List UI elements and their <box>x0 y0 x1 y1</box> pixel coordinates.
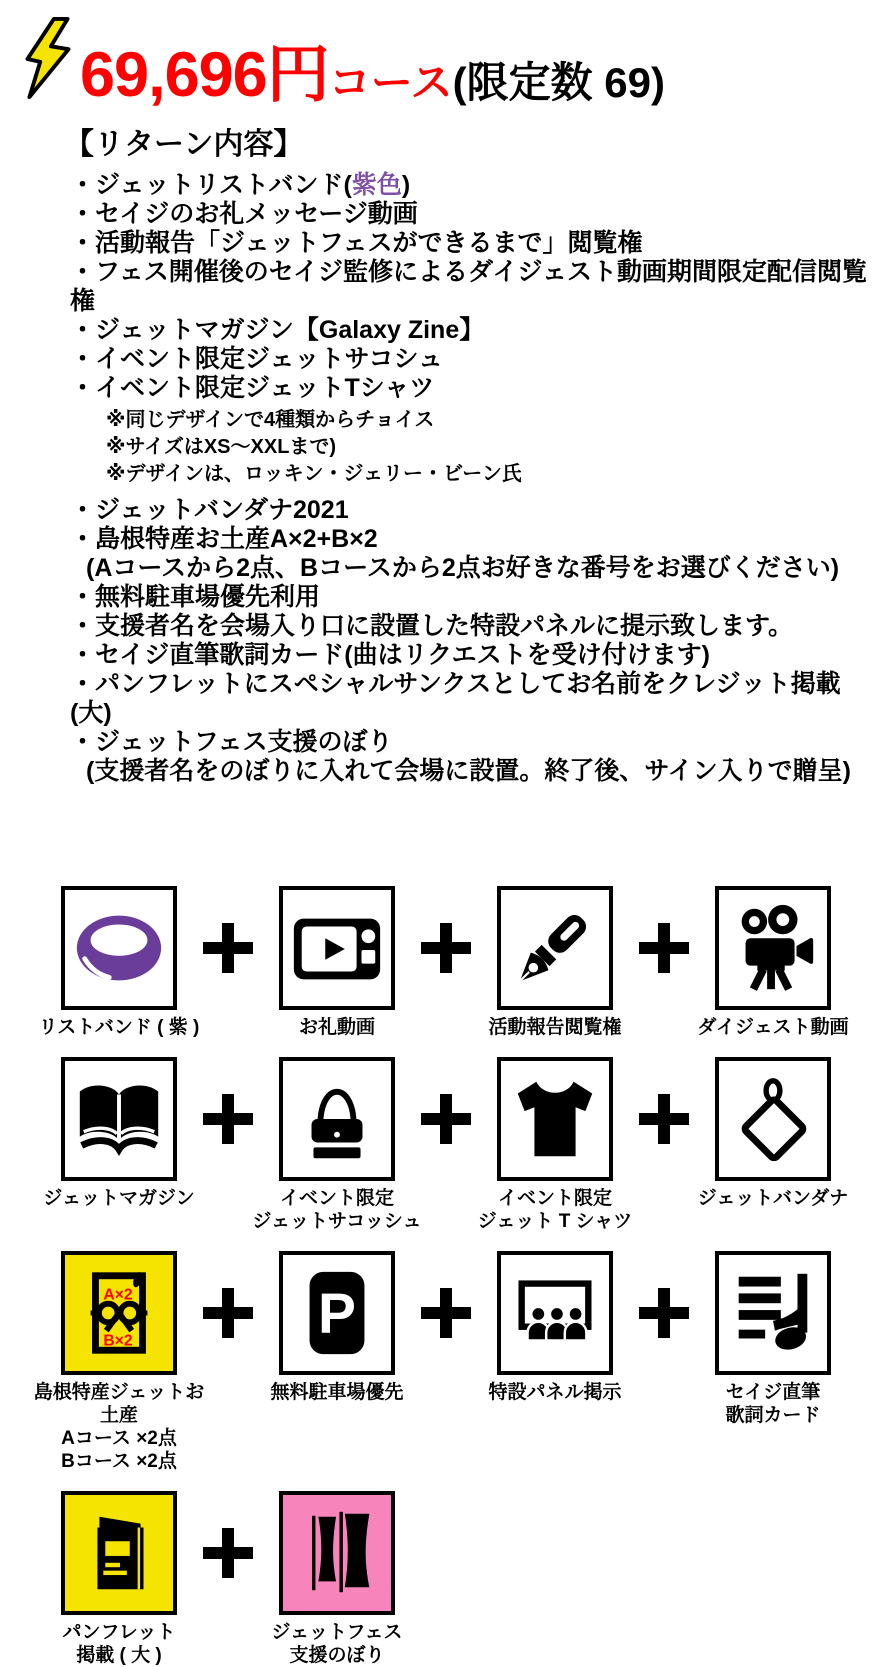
movie-camera-icon <box>715 886 831 1010</box>
grid-cell-sacoche <box>248 1057 426 1233</box>
grid-cell-panel <box>466 1251 644 1404</box>
icon-label: 特設パネル掲示 <box>488 1382 622 1403</box>
grid-cell-activity-report <box>466 886 644 1039</box>
return-item: ・パンフレットにスペシャルサンクスとしてお名前をクレジット掲載(大) <box>70 670 841 727</box>
icon-label: 歌詞カード <box>725 1405 821 1426</box>
limit-text: (限定数 69) <box>452 58 665 106</box>
grid-cell-parking <box>248 1251 426 1404</box>
reward-icon-grid <box>30 886 874 1667</box>
return-item-note: (Aコースから2点、Bコースから2点お好きな番号をお選びください) <box>86 554 840 582</box>
course-text: コース <box>328 58 453 106</box>
return-item: ・ジェットリストバンド(紫色) <box>70 171 411 199</box>
parking-icon <box>279 1251 395 1375</box>
grid-cell-pamphlet <box>30 1491 208 1667</box>
icon-label: 活動報告閲覧権 <box>488 1017 622 1038</box>
icon-label: パンフレット <box>62 1622 176 1643</box>
icon-label: ジェットサコッシュ <box>252 1211 422 1232</box>
grid-cell-digest-video <box>684 886 862 1039</box>
return-item: ・活動報告「ジェットフェスができるまで」閲覧権 <box>70 229 643 257</box>
icon-label: イベント限定 <box>279 1188 394 1209</box>
tshirt-icon <box>497 1057 613 1181</box>
icon-label: イベント限定 <box>497 1188 612 1209</box>
icon-label: ジェット T シャツ <box>477 1211 633 1232</box>
souvenir-gift-icon <box>61 1251 177 1375</box>
grid-cell-wristband <box>30 886 208 1039</box>
wristband-icon <box>61 886 177 1010</box>
icon-label: 島根特産ジェットお土産 <box>33 1382 205 1426</box>
return-note: ※デザインは、ロッキン・ジェリー・ビーン氏 <box>106 463 522 485</box>
plus-icon <box>426 1251 466 1375</box>
plus-icon <box>426 1057 466 1181</box>
icon-row-1 <box>30 886 874 1039</box>
grid-cell-souvenir <box>30 1251 208 1473</box>
grid-cell-nobori <box>248 1491 426 1667</box>
pen-icon <box>497 886 613 1010</box>
plus-icon <box>644 1251 684 1375</box>
lyrics-card-icon <box>715 1251 831 1375</box>
icon-row-3 <box>30 1251 874 1473</box>
icon-label: リストバンド ( 紫 ) <box>38 1017 200 1038</box>
tshirt-notes <box>106 407 874 488</box>
return-note: ※サイズはXS〜XXLまで) <box>106 436 337 458</box>
icon-row-2 <box>30 1057 874 1233</box>
icon-label: ジェットフェス <box>271 1622 403 1643</box>
plus-icon <box>208 1251 248 1375</box>
magazine-book-icon <box>61 1057 177 1181</box>
grid-cell-tshirt <box>466 1057 644 1233</box>
plus-icon <box>208 886 248 1010</box>
plus-icon <box>208 1491 248 1615</box>
lightning-bolt-icon <box>20 16 76 105</box>
gift-b-label: B×2 <box>103 1332 133 1350</box>
return-note: ※同じデザインで4種類からチョイス <box>106 409 435 431</box>
nobori-banner-icon <box>279 1491 395 1615</box>
return-item: ・ジェットマガジン【Galaxy Zine】 <box>70 316 485 344</box>
return-item: ・ジェットバンダナ2021 <box>70 496 349 524</box>
icon-label: セイジ直筆 <box>725 1382 821 1403</box>
return-item: ・ジェットフェス支援のぼり <box>70 728 393 756</box>
plus-icon <box>208 1057 248 1181</box>
return-item: ・イベント限定ジェットサコシュ <box>70 345 444 373</box>
icon-row-4 <box>30 1491 874 1667</box>
icon-label: 支援のぼり <box>289 1645 385 1666</box>
sacoche-bag-icon <box>279 1057 395 1181</box>
icon-label: ジェットマガジン <box>43 1188 195 1209</box>
grid-cell-bandana <box>684 1057 862 1210</box>
icon-label: 掲載 ( 大 ) <box>76 1645 162 1666</box>
return-item: ・フェス開催後のセイジ監修によるダイジェスト動画期間限定配信閲覧権 <box>70 258 868 315</box>
grid-cell-lyrics <box>684 1251 862 1427</box>
icon-label: Aコース ×2点 <box>61 1428 177 1449</box>
plus-icon <box>426 886 466 1010</box>
parking-letter: P <box>318 1282 356 1346</box>
purple-color-text: 紫色 <box>351 171 402 199</box>
icon-label: ダイジェスト動画 <box>697 1017 849 1038</box>
bandana-icon <box>715 1057 831 1181</box>
icon-label: 無料駐車場優先 <box>270 1382 404 1403</box>
course-header <box>20 16 874 110</box>
return-item: ・イベント限定ジェットTシャツ <box>70 374 435 402</box>
return-item: ・支援者名を会場入り口に設置した特設パネルに提示致します。 <box>70 612 794 640</box>
icon-label: お礼動画 <box>298 1017 375 1038</box>
price-text: 69,696円 <box>80 40 329 110</box>
pamphlet-icon <box>61 1491 177 1615</box>
return-item: ・無料駐車場優先利用 <box>70 583 321 611</box>
grid-cell-magazine <box>30 1057 208 1210</box>
icon-label: ジェットバンダナ <box>697 1188 849 1209</box>
gift-a-label: A×2 <box>103 1286 133 1304</box>
return-item: ・セイジのお礼メッセージ動画 <box>70 200 418 228</box>
grid-cell-thanks-video <box>248 886 426 1039</box>
returns-section-title: 【リターン内容】 <box>64 128 304 161</box>
plus-icon <box>644 886 684 1010</box>
plus-icon <box>644 1057 684 1181</box>
panel-audience-icon <box>497 1251 613 1375</box>
return-item: ・島根特産お土産A×2+B×2 <box>70 525 378 553</box>
return-item-note: (支援者名をのぼりに入れて会場に設置。終了後、サイン入りで贈呈) <box>86 757 851 785</box>
return-item: ・セイジ直筆歌詞カード(曲はリクエストを受け付けます) <box>70 641 710 669</box>
returns-list <box>70 171 874 786</box>
icon-label: Bコース ×2点 <box>61 1451 177 1472</box>
thanks-video-icon <box>279 886 395 1010</box>
